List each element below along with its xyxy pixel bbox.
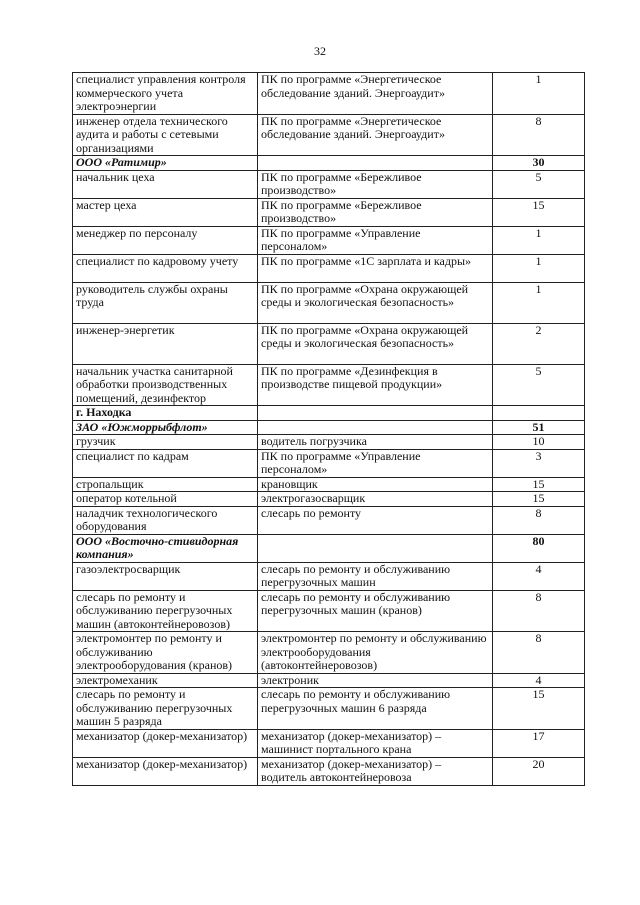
table-row [73,226,585,254]
table-row [73,506,585,534]
program-cell [258,534,493,562]
table-row [73,323,585,364]
count-cell: 17 [493,729,585,757]
position-cell: механизатор (докер-механизатор) [73,757,258,785]
page-number: 32 [314,44,326,58]
table-row [73,757,585,785]
table-row [73,170,585,198]
position-cell: специалист управления контроля коммерческого учета электроэнергии [73,73,258,115]
count-cell: 20 [493,757,585,785]
program-cell: электромонтер по ремонту и обслуживанию электрооборудования (автоконтейнеровозов) [258,632,493,674]
position-cell: инженер-энергетик [73,323,258,364]
position-cell: ООО «Восточно-стивидорная компания» [73,534,258,562]
program-cell [258,406,493,421]
program-cell: ПК по программе «1С зарплата и кадры» [258,254,493,282]
count-cell: 4 [493,562,585,590]
program-cell: электрогазосварщик [258,492,493,507]
program-cell: ПК по программе «Энергетическое обследование зданий. Энергоаудит» [258,114,493,156]
count-cell: 51 [493,420,585,435]
position-cell: механизатор (докер-механизатор) [73,729,258,757]
organization-row [73,420,585,435]
table-row [73,449,585,477]
table-row [73,673,585,688]
table-row [73,282,585,323]
table-row [73,688,585,730]
count-cell: 1 [493,254,585,282]
count-cell: 2 [493,323,585,364]
table-row [73,198,585,226]
position-cell: оператор котельной [73,492,258,507]
table-row [73,492,585,507]
count-cell: 8 [493,590,585,632]
program-cell: электроник [258,673,493,688]
program-cell: ПК по программе «Охрана окружающей среды и экологическая безопасность» [258,323,493,364]
table-body [73,73,585,786]
count-cell: 1 [493,282,585,323]
count-cell [493,406,585,421]
program-cell: крановщик [258,477,493,492]
program-cell: ПК по программе «Охрана окружающей среды и экологическая безопасность» [258,282,493,323]
program-cell: ПК по программе «Бережливое производство» [258,198,493,226]
position-cell: г. Находка [73,406,258,421]
table-row [73,254,585,282]
count-cell: 8 [493,114,585,156]
position-cell: электромеханик [73,673,258,688]
position-cell: ЗАО «Южморрыбфлот» [73,420,258,435]
program-cell: ПК по программе «Энергетическое обследование зданий. Энергоаудит» [258,73,493,115]
position-cell: специалист по кадрам [73,449,258,477]
position-cell: начальник цеха [73,170,258,198]
table-row [73,364,585,406]
program-cell [258,156,493,171]
count-cell: 15 [493,198,585,226]
count-cell: 8 [493,506,585,534]
count-cell: 10 [493,435,585,450]
position-cell: электромонтер по ремонту и обслуживанию электрооборудования (кранов) [73,632,258,674]
position-cell: грузчик [73,435,258,450]
program-cell: ПК по программе «Управление персоналом» [258,449,493,477]
table-row [73,435,585,450]
table-row [73,73,585,115]
count-cell: 15 [493,688,585,730]
program-cell: механизатор (докер-механизатор) – водитель автоконтейнеровоза [258,757,493,785]
position-cell: руководитель службы охраны труда [73,282,258,323]
table-row [73,114,585,156]
table-row [73,562,585,590]
staff-training-table [72,72,585,786]
position-cell: менеджер по персоналу [73,226,258,254]
count-cell: 15 [493,492,585,507]
position-cell: инженер отдела технического аудита и работы с сетевыми организациями [73,114,258,156]
position-cell: ООО «Ратимир» [73,156,258,171]
table-row [73,729,585,757]
position-cell: стропальщик [73,477,258,492]
position-cell: газоэлектросварщик [73,562,258,590]
position-cell: слесарь по ремонту и обслуживанию перегрузочных машин (автоконтейнеровозов) [73,590,258,632]
program-cell: слесарь по ремонту и обслуживанию перегрузочных машин 6 разряда [258,688,493,730]
table-row [73,590,585,632]
count-cell: 3 [493,449,585,477]
program-cell: слесарь по ремонту и обслуживанию перегрузочных машин (кранов) [258,590,493,632]
position-cell: специалист по кадровому учету [73,254,258,282]
table-row [73,477,585,492]
count-cell: 1 [493,73,585,115]
program-cell: ПК по программе «Дезинфекция в производстве пищевой продукции» [258,364,493,406]
position-cell: начальник участка санитарной обработки производственных помещений, дезинфектор [73,364,258,406]
count-cell: 5 [493,170,585,198]
count-cell: 8 [493,632,585,674]
position-cell: слесарь по ремонту и обслуживанию перегрузочных машин 5 разряда [73,688,258,730]
program-cell [258,420,493,435]
position-cell: наладчик технологического оборудования [73,506,258,534]
position-cell: мастер цеха [73,198,258,226]
program-cell: водитель погрузчика [258,435,493,450]
program-cell: слесарь по ремонту [258,506,493,534]
city-row [73,406,585,421]
organization-row [73,156,585,171]
program-cell: ПК по программе «Управление персоналом» [258,226,493,254]
count-cell: 5 [493,364,585,406]
organization-row [73,534,585,562]
program-cell: слесарь по ремонту и обслуживанию перегрузочных машин [258,562,493,590]
count-cell: 15 [493,477,585,492]
table-row [73,632,585,674]
program-cell: ПК по программе «Бережливое производство» [258,170,493,198]
count-cell: 30 [493,156,585,171]
program-cell: механизатор (докер-механизатор) – машинист портального крана [258,729,493,757]
count-cell: 1 [493,226,585,254]
count-cell: 80 [493,534,585,562]
count-cell: 4 [493,673,585,688]
